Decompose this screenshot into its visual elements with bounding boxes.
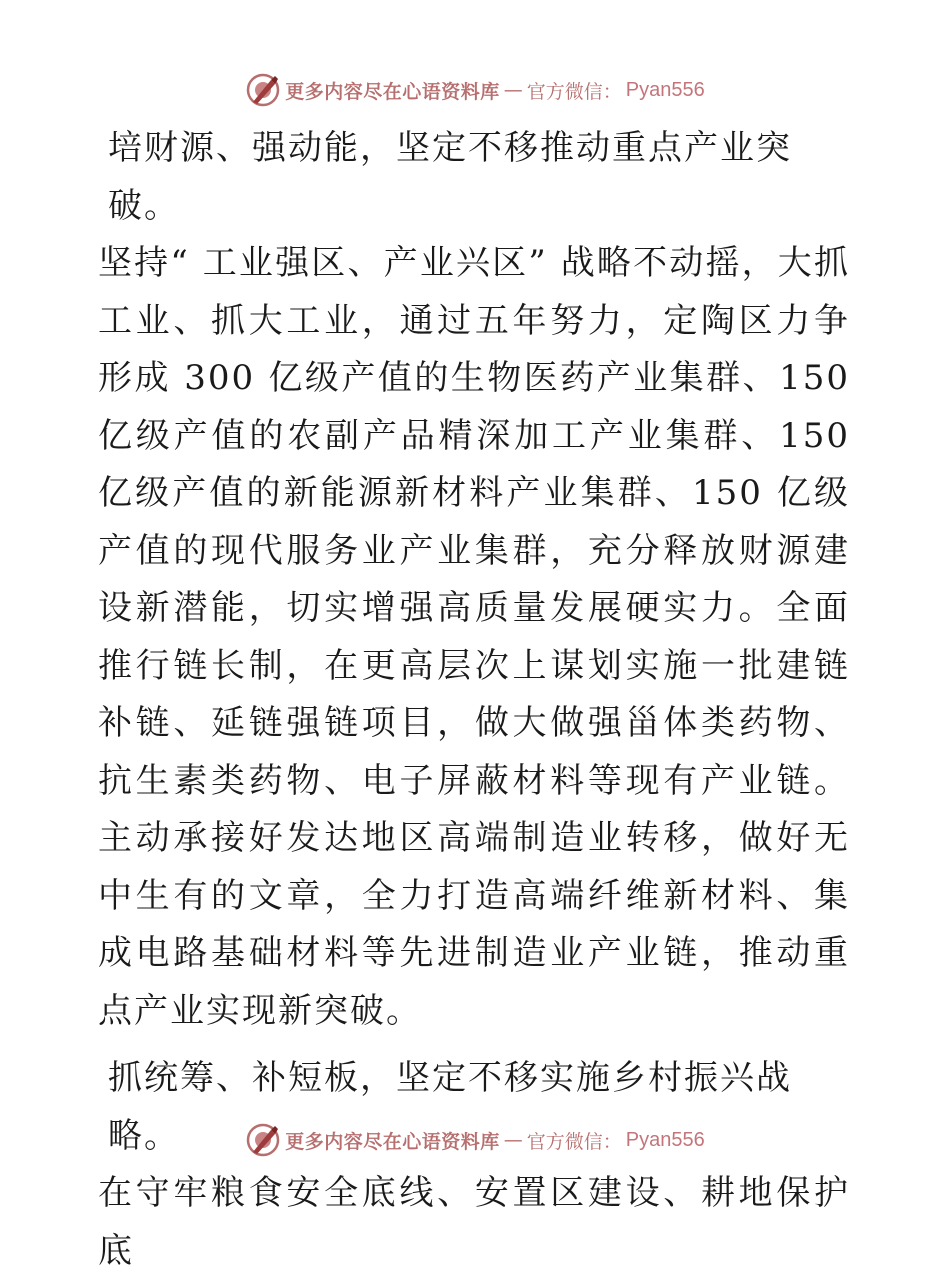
watermark-main-text: 更多内容尽在心语资料库 bbox=[285, 1130, 500, 1153]
watermark-wechat-id: Pyan556 bbox=[625, 1128, 705, 1151]
watermark-wechat-id: Pyan556 bbox=[625, 78, 705, 101]
footer-watermark bbox=[0, 1120, 950, 1160]
watermark-wechat-label: 官方微信： bbox=[526, 1130, 622, 1153]
document-body bbox=[98, 120, 850, 1280]
paragraph-industry bbox=[98, 120, 850, 1040]
watermark-separator: — bbox=[503, 79, 523, 101]
watermark-wechat-label: 官方微信： bbox=[526, 80, 622, 103]
paragraph-lead: 培财源、强动能，坚定不移推动重点产业突破。 bbox=[108, 128, 792, 226]
watermark-main-text: 更多内容尽在心语资料库 bbox=[285, 80, 500, 103]
paragraph-body: 坚持“ 工业强区、产业兴区” 战略不动摇，大抓工业、抓大工业，通过五年努力，定陶区力争形成 300 亿级产值的生物医药产业集群、150 亿级产值的农副产品精深加工产业集群、150 亿级产值的新能源新材料产业集群、150 亿级产值的现代服务业产业集群，充分释放财源建设新潜能，切实增强高质量发展硬实力。全面推行链长制，在更高层次上谋划实施一批建链补链、延链强链项目，做大做强甾体类药物、抗生素类药物、电子屏蔽材料等现有产业链。主动承接好发达地区高端制造业转移，做好无中生有的文章，全力打造高端纤维新材料、集成电路基础材料等先进制造业产业链，推动重点产业实现新突破。 bbox=[98, 243, 850, 1031]
watermark-separator: — bbox=[503, 1129, 523, 1151]
header-watermark bbox=[0, 70, 950, 110]
paragraph-rural bbox=[98, 1050, 850, 1280]
pen-logo-icon bbox=[245, 1122, 281, 1158]
paragraph-body: 在守牢粮食安全底线、安置区建设、耕地保护底 bbox=[98, 1173, 850, 1271]
paragraph-lead: 抓统筹、补短板，坚定不移实施乡村振兴战略。 bbox=[108, 1058, 792, 1156]
pen-logo-icon bbox=[245, 72, 281, 108]
